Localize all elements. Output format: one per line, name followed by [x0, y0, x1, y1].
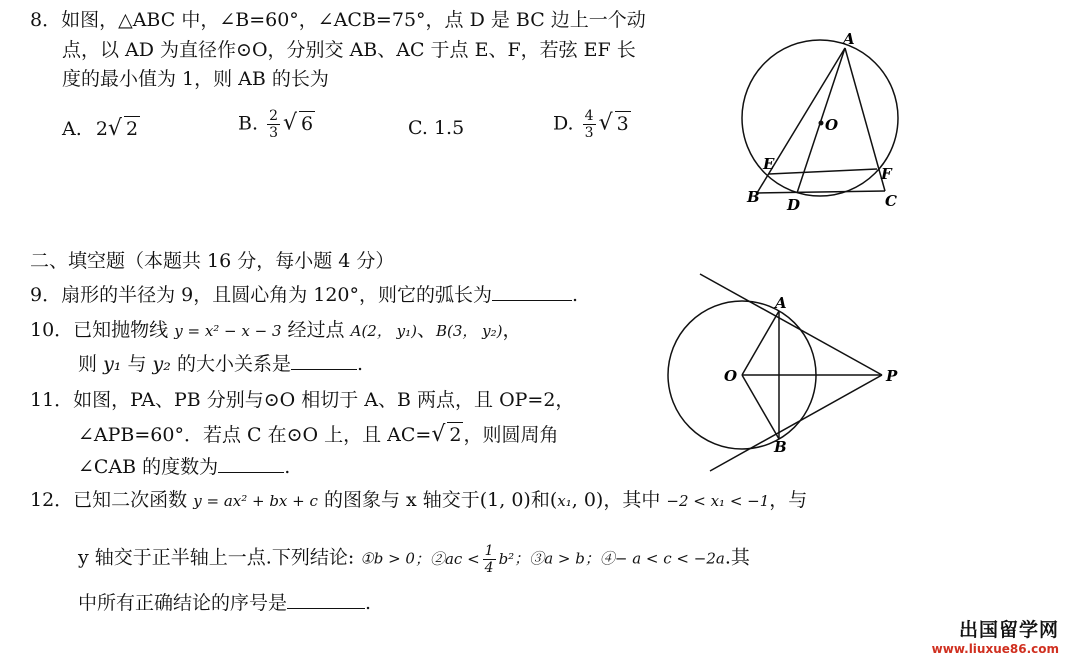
q12-conclusion-3: ；③a > b [514, 549, 585, 568]
q11-line-3: ∠CAB 的度数为 . [78, 456, 291, 478]
q8-label-a: A [843, 30, 855, 48]
q11-tangent-pa [700, 274, 882, 375]
q10-formula: y = x² − x − 3 [174, 322, 282, 340]
q8-figure [735, 28, 935, 218]
q10-line-1: 10．已知抛物线 y = x² − x − 3 经过点 A(2， y₁)、B(3， y₂)， [30, 319, 522, 341]
q11-segment-oa [742, 311, 779, 375]
section-2-heading: 二、填空题（本题共 16 分，每小题 4 分） [30, 250, 395, 272]
q8-line-1: 8．如图，△ABC 中，∠B=60°，∠ACB=75°，点 D 是 BC 边上一个动 [30, 9, 646, 31]
watermark-title: 出国留学网 [958, 619, 1059, 641]
q8-segment-ef [769, 169, 877, 174]
q8-center-dot [819, 121, 824, 126]
q10-point-b: B(3， y₂) [435, 322, 503, 340]
q12-line-1: 12．已知二次函数 y = ax² + bx + c 的图象与 x 轴交于(1, 0)和(x₁, 0)，其中 −2 < x₁ < −1，与 [30, 489, 808, 511]
q10-line-2: 则 y₁ 与 y₂ 的大小关系是 . [78, 353, 363, 375]
q12-conclusion-2: ；②ac < $\frac{1}{4}$ b² [414, 543, 515, 576]
q11-figure [662, 268, 912, 478]
q10-point-a: A(2， y₁) [350, 322, 417, 340]
q11-line-2: ∠APB=60°．若点 C 在⊙O 上，且 AC=√ 2 ，则圆周角 [78, 422, 559, 447]
q12-answer-blank[interactable] [287, 590, 365, 609]
q9-answer-blank[interactable] [492, 282, 572, 301]
q8-option-b: B. $\frac{2}{3}$ √ 6 [238, 108, 314, 141]
q11-segment-ob [742, 375, 779, 439]
q8-option-d-fraction: $\frac{4}{3}$ [584, 108, 594, 141]
q11-label-b: B [774, 438, 787, 456]
q12-line-3: 中所有正确结论的序号是 . [78, 592, 372, 614]
q12-conclusion-4: ；④− a < c < −2a [584, 549, 725, 568]
q8-label-o: O [825, 116, 839, 134]
q12-formula: y = ax² + bx + c [193, 492, 318, 510]
q11-line-1: 11．如图，PA、PB 分别与⊙O 相切于 A、B 两点，且 OP=2， [30, 389, 575, 411]
q11-answer-blank[interactable] [218, 454, 284, 473]
q8-line-2: 点，以 AD 为直径作⊙O，分别交 AB、AC 于点 E、F，若弦 EF 长 [62, 39, 636, 61]
q8-option-b-fraction: $\frac{2}{3}$ [269, 108, 278, 141]
q8-label-d: D [787, 196, 801, 214]
q10-answer-blank[interactable] [291, 351, 357, 370]
q8-option-a: A. 2√ 2 [62, 116, 139, 141]
q12-line-2: y 轴交于正半轴上一点.下列结论: ①b > 0；②ac < $\frac{1}{4}$ b²；③a > b；④− a < c < −2a.其 [78, 543, 750, 576]
q8-label-c: C [885, 192, 897, 210]
q8-option-c: C. 1.5 [408, 117, 465, 139]
watermark [932, 615, 1059, 656]
q9-text: 9．扇形的半径为 9，且圆心角为 120°，则它的弧长为 . [30, 284, 579, 306]
watermark-url: www.liuxue86.com [931, 642, 1059, 656]
q8-label-b: B [747, 188, 760, 206]
q12-inequality: −2 < x₁ < −1 [666, 492, 770, 510]
q11-label-p: P [886, 367, 898, 385]
q12-conclusion-1: ①b > 0 [360, 549, 415, 568]
q8-label-e: E [763, 155, 775, 173]
q11-label-o: O [724, 367, 738, 385]
q8-label-f: F [881, 165, 892, 183]
q11-label-a: A [775, 294, 787, 312]
q8-option-d: D. $\frac{4}{3}$ √ 3 [553, 108, 629, 141]
q11-tangent-pb [710, 375, 882, 471]
q8-segment-bc [757, 191, 885, 193]
q8-line-3: 度的最小值为 1，则 AB 的长为 [62, 68, 329, 90]
